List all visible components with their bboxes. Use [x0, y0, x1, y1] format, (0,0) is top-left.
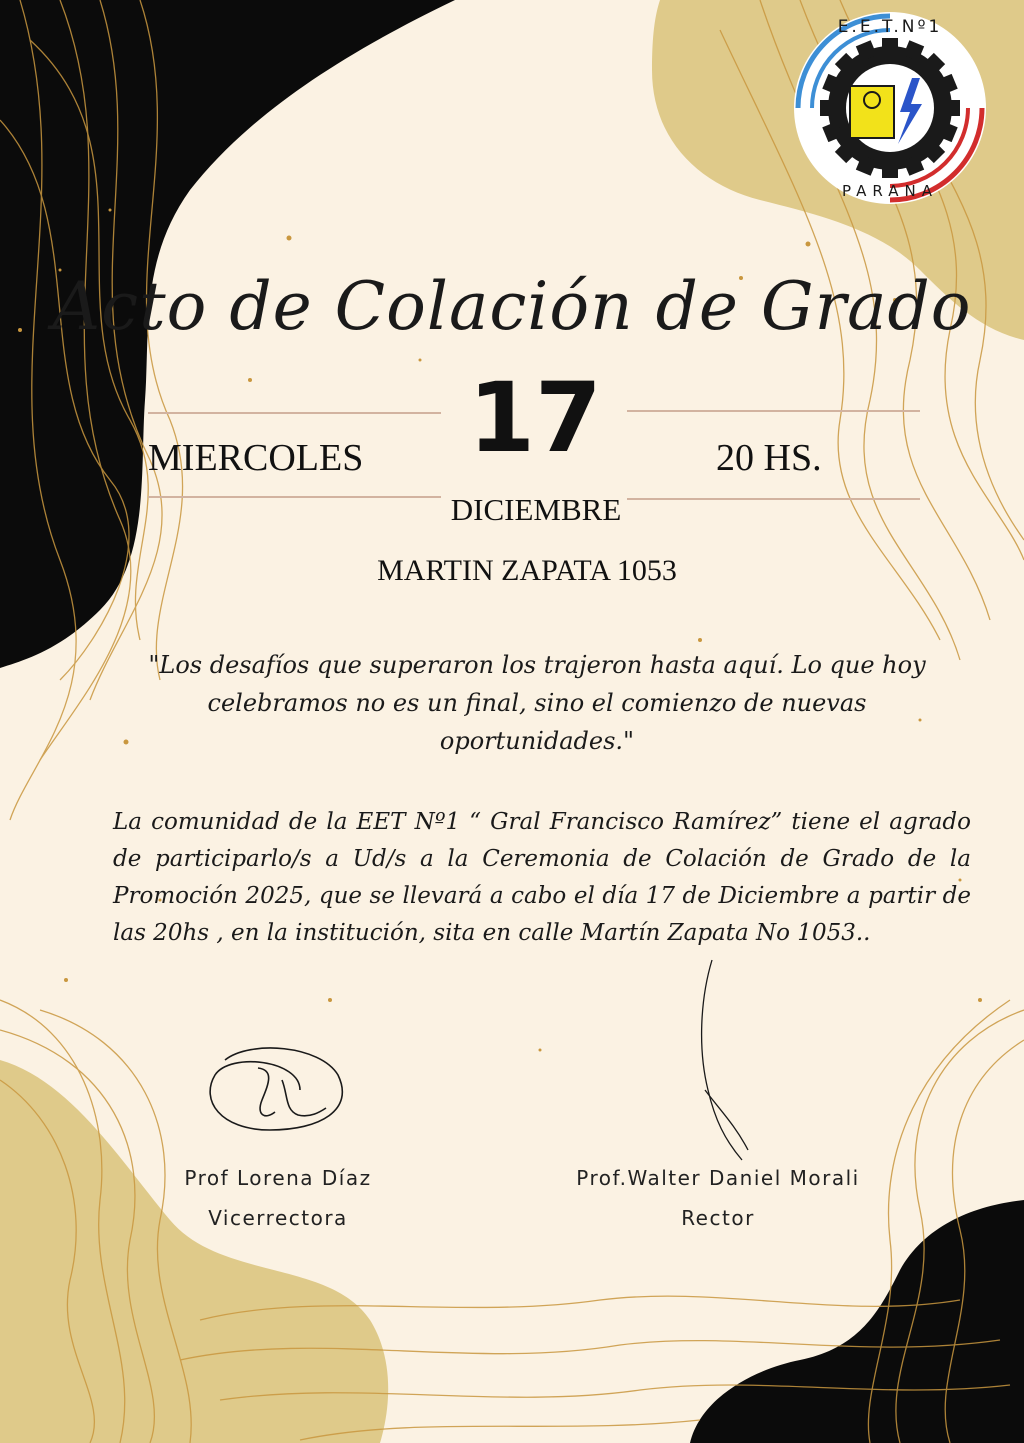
month-name: DICIEMBRE [450, 492, 622, 527]
signature-rector [702, 960, 748, 1160]
signature-role-rector: Rector [681, 1206, 755, 1230]
signature-name-vicerrectora: Prof Lorena Díaz [184, 1166, 372, 1190]
signature-role-vicerrectora: Vicerrectora [208, 1206, 348, 1230]
logo-bottom-text: PARANA [842, 182, 938, 200]
event-address: MARTIN ZAPATA 1053 [377, 554, 677, 587]
divider-right-top [627, 410, 920, 412]
divider-right-bottom [627, 498, 920, 500]
logo-top-text: E.E.T.Nº1 [837, 17, 943, 37]
gold-blob-bottom-left [0, 1060, 388, 1443]
school-logo [790, 8, 990, 208]
signature-vicerrectora [210, 1048, 342, 1130]
divider-left-bottom [148, 496, 441, 498]
event-time: 20 HS. [716, 437, 822, 479]
gear-emblem-icon [790, 8, 990, 208]
invitation-title: Acto de Colación de Grado [52, 268, 972, 345]
day-name: MIERCOLES [148, 437, 364, 479]
black-blob-bottom-right [690, 1200, 1024, 1443]
invitation-body: La comunidad de la EET Nº1 “ Gral Francisco Ramírez” tiene el agrado de participarlo/s a Ud/s a la Ceremonia de Colación de Grado de la Promoción 2025, que se llevará a cabo el día 17 de Diciembre a partir de las 20hs , en la institución, sita en calle Martín Zapata No 1053.. [113, 809, 971, 946]
day-number: 17 [468, 362, 602, 474]
signature-name-rector: Prof.Walter Daniel Morali [576, 1166, 860, 1190]
quote-text: "Los desafíos que superaron los trajeron hasta aquí. Lo que hoy celebramos no es un final, sino el comienzo de nuevas oportunidades." [148, 651, 926, 755]
divider-left-top [148, 412, 441, 414]
